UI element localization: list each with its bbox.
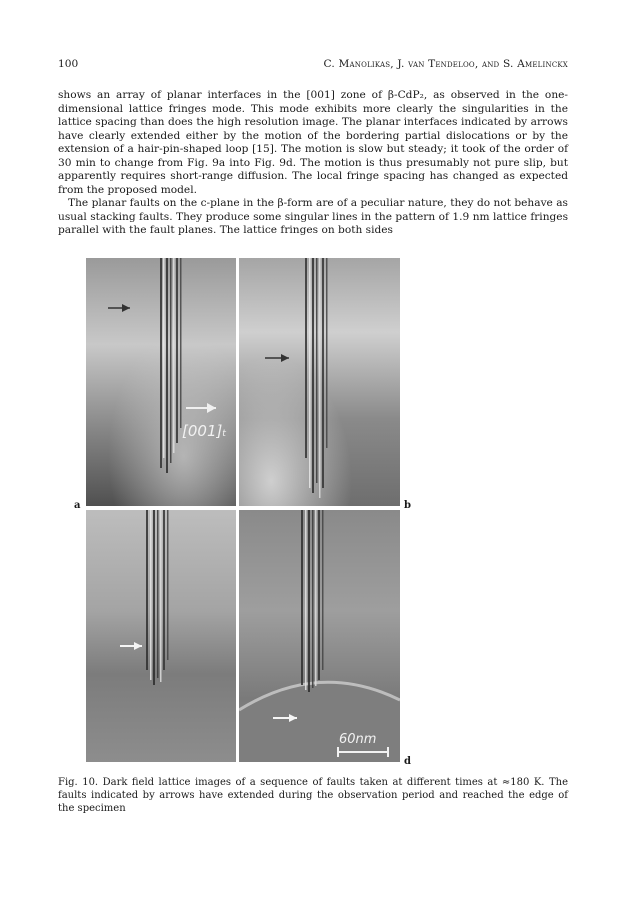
panel-label-b: b	[404, 500, 411, 511]
paragraph-1: shows an array of planar interfaces in the [001] zone of β-CdP₂, as observed in the one-dimensional lattice fringes mode. This mode exhibits more clearly the singularities in the lattice spacing than does the high resolution image. The planar interfaces indicated by arrows have clearly extended either by the motion of the bordering partial dislocations or by the extension of a hair-pin-shaped loop [15]. The motion is slow but steady; it took of the order of 30 min to change from Fig. 9a into Fig. 9d. The motion is thus presumably not pure slip, but apparently requires short-range diffusion. The local fringe spacing has changed as expected from the proposed model.	[58, 89, 568, 196]
panel-label-d: d	[404, 756, 411, 767]
panel-d-image	[239, 510, 400, 762]
running-header	[58, 58, 568, 74]
page-number: 100	[58, 58, 79, 70]
panel-c-image	[86, 510, 236, 762]
paragraph-2: The planar faults on the c-plane in the β-form are of a peculiar nature, they do not behave as usual stacking faults. They produce some singular lines in the pattern of 1.9 nm lattice fringes parallel with the fault planes. The lattice fringes on both sides	[58, 197, 568, 236]
body-text	[58, 89, 568, 238]
panel-label-a: a	[74, 500, 81, 511]
direction-label: [001]ₜ	[182, 422, 227, 440]
scale-bar-label: 60nm	[339, 732, 377, 747]
panel-a-image	[86, 258, 236, 506]
figure-caption: Fig. 10. Dark field lattice images of a sequence of faults taken at different times at ≈180 K. The faults indicated by arrows have extended during the observation period and reached the edge of the specimen	[58, 777, 568, 814]
figure-10	[74, 258, 411, 767]
panel-b-image	[239, 258, 400, 506]
author-line: C. Manolikas, J. van Tendeloo, and S. Amelinckx	[323, 58, 568, 70]
